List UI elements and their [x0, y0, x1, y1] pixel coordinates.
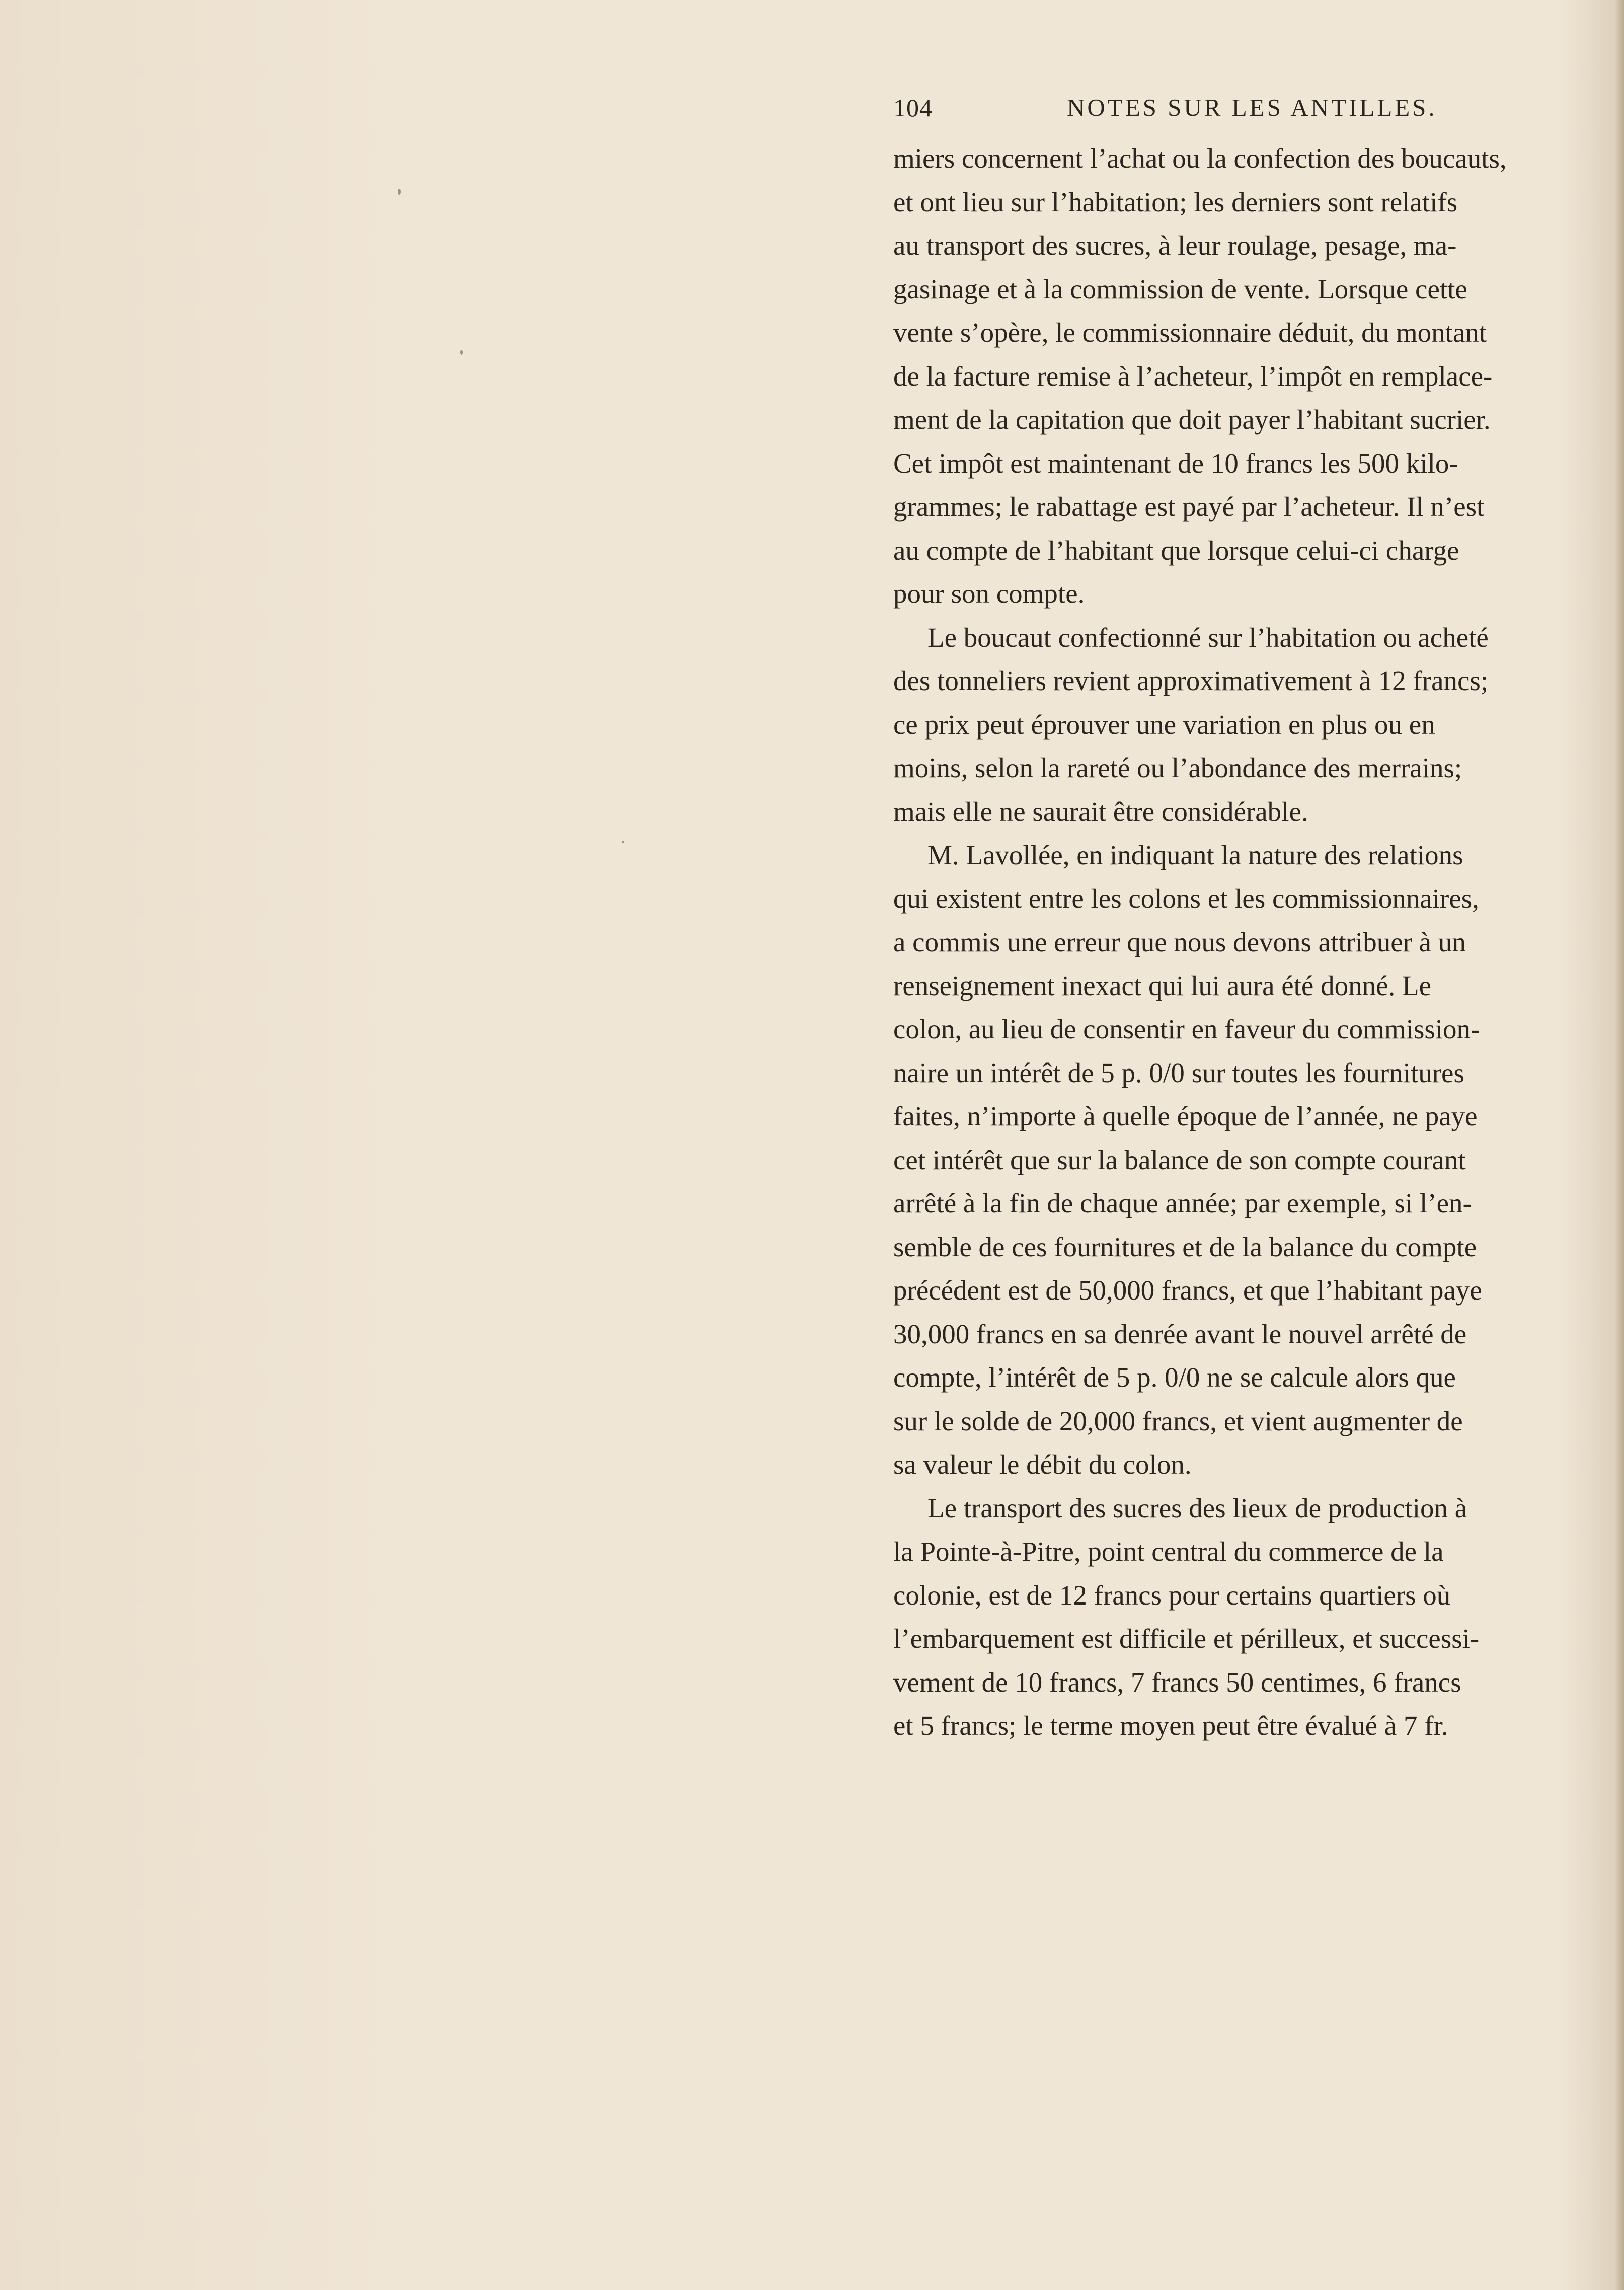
paper-speck [398, 189, 401, 195]
paragraph-start-line: M. Lavollée, en indiquant la nature des relations [927, 839, 1463, 870]
page-edge-shadow [1615, 0, 1624, 2290]
paragraph-start-line: Le boucaut confectionné sur l’habitation ou acheté [927, 622, 1489, 653]
text-line: miers concernent l’achat ou la confection des boucauts, [893, 143, 1507, 174]
paragraph-start-line: Le transport des sucres des lieux de production à [927, 1492, 1467, 1523]
text-line: des tonneliers revient approximativement à 12 francs; [893, 665, 1489, 696]
text-line: faites, n’importe à quelle époque de l’année, ne paye [893, 1101, 1478, 1131]
text-line: cet intérêt que sur la balance de son compte courant [893, 1144, 1466, 1175]
text-line: ce prix peut éprouver une variation en plus ou en [893, 709, 1435, 740]
text-line: précédent est de 50,000 francs, et que l’habitant paye [893, 1275, 1482, 1306]
paper-speck [460, 350, 463, 355]
text-line: au transport des sucres, à leur roulage, pesage, ma- [893, 230, 1457, 261]
text-line: moins, selon la rareté ou l’abondance des merrains; [893, 752, 1462, 783]
running-header [893, 93, 1472, 128]
text-line: vement de 10 francs, 7 francs 50 centimes, 6 francs [893, 1666, 1461, 1698]
paper-speck [622, 841, 624, 843]
page-number: 104 [893, 94, 933, 122]
text-line: colon, au lieu de consentir en faveur du commission- [893, 1014, 1480, 1044]
text-line: arrêté à la fin de chaque année; par exemple, si l’en- [893, 1188, 1472, 1218]
text-line: a commis une erreur que nous devons attribuer à un [893, 927, 1466, 957]
text-line: grammes; le rabattage est payé par l’acheteur. Il n’est [893, 491, 1485, 522]
text-line: gasinage et à la commission de vente. Lorsque cette [893, 273, 1467, 304]
text-line: sa valeur le débit du colon. [893, 1449, 1192, 1480]
text-line: renseignement inexact qui lui aura été donné. Le [893, 970, 1432, 1001]
text-line: l’embarquement est difficile et périlleux, et successi- [893, 1623, 1480, 1654]
text-line: sur le solde de 20,000 francs, et vient augmenter de [893, 1405, 1463, 1436]
text-line: 30,000 francs en sa denrée avant le nouvel arrêté de [893, 1318, 1467, 1349]
text-line: qui existent entre les colons et les commissionnaires, [893, 883, 1479, 914]
text-line: la Pointe-à-Pitre, point central du commerce de la [893, 1536, 1444, 1567]
text-line: et 5 francs; le terme moyen peut être évalué à 7 fr. [893, 1710, 1448, 1741]
text-line: Cet impôt est maintenant de 10 francs les 500 kilo- [893, 447, 1458, 479]
text-line: pour son compte. [893, 578, 1085, 609]
text-line: ment de la capitation que doit payer l’habitant sucrier. [893, 404, 1491, 435]
text-line: compte, l’intérêt de 5 p. 0/0 ne se calcule alors que [893, 1362, 1456, 1393]
text-line: au compte de l’habitant que lorsque celui-ci charge [893, 535, 1459, 566]
text-line: vente s’opère, le commissionnaire déduit, du montant [893, 317, 1487, 348]
text-line: mais elle ne saurait être considérable. [893, 796, 1308, 827]
text-line: et ont lieu sur l’habitation; les derniers sont relatifs [893, 186, 1458, 217]
running-head-title: NOTES SUR LES ANTILLES. [1067, 94, 1437, 121]
text-line: naire un intérêt de 5 p. 0/0 sur toutes les fournitures [893, 1057, 1464, 1088]
body-text [893, 137, 1585, 1748]
text-line: de la facture remise à l’acheteur, l’impôt en remplace- [893, 360, 1493, 392]
text-line: semble de ces fournitures et de la balance du compte [893, 1231, 1477, 1262]
text-line: colonie, est de 12 francs pour certains quartiers où [893, 1579, 1451, 1611]
